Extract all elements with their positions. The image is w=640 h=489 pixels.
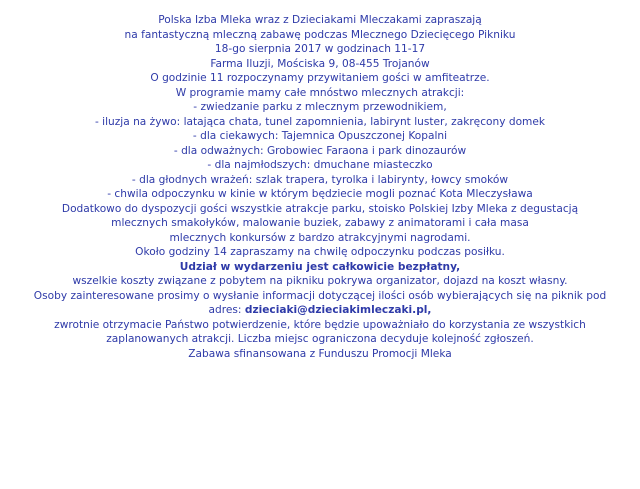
- program-item: - zwiedzanie parku z mlecznym przewodnikiem,: [193, 101, 447, 113]
- program-section: [0, 86, 640, 202]
- additional-line-1: Dodatkowo do dyspozycji gości wszystkie atrakcje parku, stoisko Polskiej Izby Mleka z degustacją: [61, 202, 579, 215]
- program-item: - iluzja na żywo: latająca chata, tunel zapomnienia, labirynt luster, zakręcony domek: [94, 115, 546, 128]
- lunch-text: Około godziny 14 zapraszamy na chwilę odpoczynku podczas posiłku.: [135, 246, 505, 258]
- program-item: - dla odważnych: Grobowiec Faraona i park dinozaurów: [173, 144, 467, 157]
- free-detail: wszelkie koszty związane z pobytem na pikniku pokrywa organizator, dojazd na koszt własny.: [72, 275, 568, 287]
- event-location: Farma Iluzji, Mościska 9, 08-455 Trojanów: [210, 57, 430, 70]
- event-date-time: 18-go sierpnia 2017 w godzinach 11-17: [214, 43, 426, 55]
- additional-attractions: [0, 202, 640, 246]
- welcome-text: O godzinie 11 rozpoczynamy przywitaniem gości w amfiteatrze.: [150, 72, 490, 84]
- funding-note: Zabawa sfinansowana z Funduszu Promocji Mleka: [188, 347, 452, 360]
- program-heading: W programie mamy całe mnóstwo mlecznych atrakcji:: [175, 86, 465, 99]
- intro-paragraph: [0, 13, 640, 42]
- additional-line-3: mlecznych konkursów z bardzo atrakcyjnymi nagrodami.: [169, 231, 471, 244]
- event-details: [0, 42, 640, 71]
- registration-line-1: Osoby zainteresowane prosimy o wysłanie informacji dotyczącej ilości osób wybierających się na piknik pod: [33, 289, 607, 302]
- program-item: - chwila odpoczynku w kinie w którym będziecie mogli poznać Kota Mleczysława: [107, 188, 533, 200]
- intro-line-2: na fantastyczną mleczną zabawę podczas Mlecznego Dziecięcego Pikniku: [124, 28, 516, 41]
- free-heading: Udział w wydarzeniu jest całkowicie bezpłatny,: [179, 260, 461, 273]
- registration-section: [0, 289, 640, 347]
- free-participation: [0, 260, 640, 289]
- intro-line-1: Polska Izba Mleka wraz z Dzieciakami Mleczakami zapraszają: [158, 14, 482, 26]
- registration-line-2: [0, 303, 640, 318]
- registration-line-3: zwrotnie otrzymacie Państwo potwierdzenie, które będzie upoważniało do korzystania ze wszystkich: [54, 318, 586, 331]
- registration-line-4: zaplanowanych atrakcji. Liczba miejsc ograniczona decyduje kolejność zgłoszeń.: [106, 333, 534, 345]
- program-item: - dla najmłodszych: dmuchane miasteczko: [207, 159, 433, 171]
- program-item: - dla ciekawych: Tajemnica Opuszczonej Kopalni: [192, 130, 448, 142]
- registration-address-label: adres:: [208, 304, 245, 316]
- invitation-document: [0, 13, 640, 361]
- program-item: - dla głodnych wrażeń: szlak trapera, tyrolka i labirynty, łowcy smoków: [131, 173, 509, 186]
- registration-email-link[interactable]: dzieciaki@dzieciakimleczaki.pl,: [244, 304, 432, 316]
- additional-line-2: mlecznych smakołyków, malowanie buziek, zabawy z animatorami i cała masa: [111, 217, 529, 229]
